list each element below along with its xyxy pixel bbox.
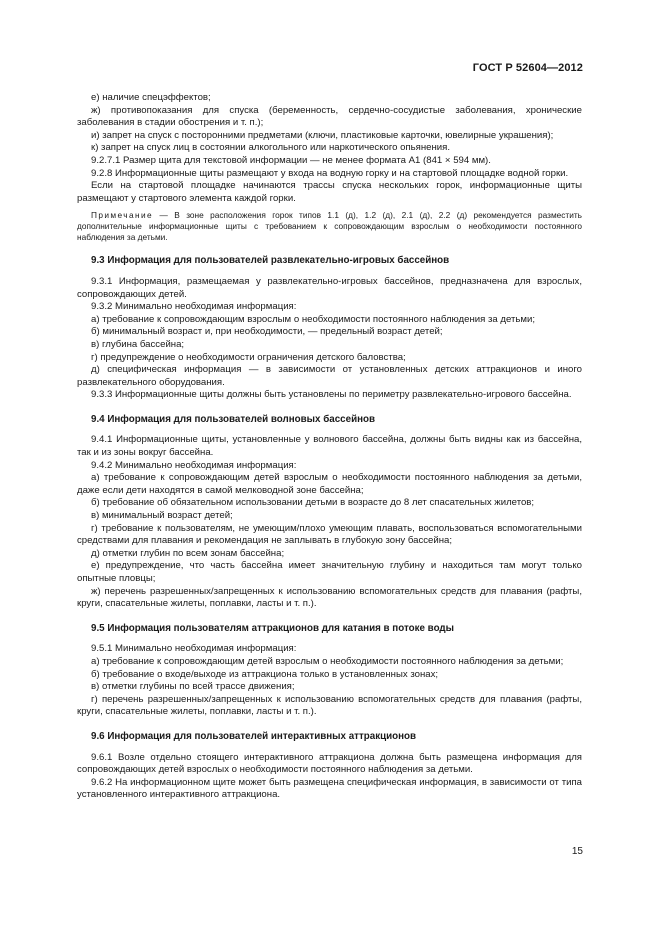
page-body <box>77 92 582 802</box>
clause-9-6-2: 9.6.2 На информационном щите может быть размещена специфическая информация, в зависимости от типа установленного интерактивного аттракциона. <box>77 776 582 801</box>
clause-9-3-2: 9.3.2 Минимально необходимая информация: <box>91 301 297 313</box>
page-number: 15 <box>571 846 583 857</box>
list-item: г) требование к пользователям, не умеющим/плохо умеющим плавать, воспользоваться вспомогательными средствами для плавания и рекомендация не заплывать в глубокую зону бассейна; <box>77 522 582 547</box>
list-item: в) отметки глубины по всей трассе движения; <box>91 681 295 693</box>
document-id: ГОСТ Р 52604—2012 <box>472 62 583 74</box>
item-zh-contraindications: ж) противопоказания для спуска (беременность, сердечно-сосудистые заболевания, хронические заболевания в стадии обострения и т. п.); <box>77 104 582 129</box>
clause-9-3-1: 9.3.1 Информация, размещаемая у развлекательно-игровых бассейнов, предназначена для взрослых, сопровождающих детей. <box>77 275 582 300</box>
item-k-intoxication: к) запрет на спуск лиц в состоянии алкогольного или наркотического опьянения. <box>91 142 451 154</box>
item-e-special-effects: е) наличие спецэффектов; <box>91 92 211 103</box>
note <box>77 210 582 243</box>
clause-9-2-7-1: 9.2.7.1 Размер щита для текстовой информации — не менее формата А1 (841 × 594 мм). <box>91 154 491 166</box>
list-item: е) предупреждение, что часть бассейна имеет значительную глубину и находиться там могут только опытные пловцы; <box>77 560 582 584</box>
clause-9-6-1: 9.6.1 Возле отдельно стоящего интерактивного аттракциона должна быть размещена информация для сопровождающих детей взрослых о необходимости постоянного наблюдения за детьми. <box>77 751 582 776</box>
clause-9-5-1: 9.5.1 Минимально необходимая информация: <box>91 643 297 655</box>
item-i-foreign-objects: и) запрет на спуск с посторонними предметами (ключи, пластиковые карточки, ювелирные украшения); <box>91 129 554 141</box>
section-heading-9-6: 9.6 Информация для пользователей интерактивных аттракционов <box>91 730 417 742</box>
list-item: а) требование к сопровождающим взрослым о необходимости постоянного наблюдения за детьми; <box>91 313 536 325</box>
list-item: ж) перечень разрешенных/запрещенных к использованию вспомогательных средств для плавания (рафты, круги, спасательные жилеты, поплавки, ласты и т. п.). <box>77 585 582 610</box>
list-item: б) минимальный возраст и, при необходимости, — предельный возраст детей; <box>91 326 443 338</box>
list-item: в) минимальный возраст детей; <box>91 510 233 522</box>
list-item: в) глубина бассейна; <box>91 338 185 350</box>
list-item: б) требование о входе/выходе из аттракциона только в установленных зонах; <box>91 668 439 680</box>
clause-9-3-3: 9.3.3 Информационные щиты должны быть установлены по периметру развлекательно-игрового бассейна. <box>91 389 572 401</box>
clause-9-2-8-cont: Если на стартовой площадке начинаются трассы спуска нескольких горок, информационные щиты размещают у стартового элемента каждой горки. <box>77 180 582 204</box>
list-item: а) требование к сопровождающим детей взрослым о необходимости постоянного наблюдения за детьми; <box>91 655 564 667</box>
clause-9-4-2: 9.4.2 Минимально необходимая информация: <box>91 459 297 471</box>
note-text: — В зоне расположения горок типов 1.1 (д), 1.2 (д), 2.1 (д), 2.2 (д) рекомендуется разместить дополнительные информационные щиты с требованием к сопровождающим взрослым о необходимости постоянного наблюдения за детьми. <box>77 210 582 243</box>
list-item: д) специфическая информация — в зависимости от установленных детских аттракционов и иного развлекательного оборудования. <box>77 364 582 388</box>
list-item: б) требование об обязательном использовании детьми в возрасте до 8 лет спасательных жилетов; <box>91 497 535 509</box>
section-heading-9-3: 9.3 Информация для пользователей развлекательно-игровых бассейнов <box>91 255 450 267</box>
section-heading-9-4: 9.4 Информация для пользователей волновых бассейнов <box>91 413 376 425</box>
clause-9-2-8: 9.2.8 Информационные щиты размещают у входа на водную горку и на стартовой площадке водной горки. <box>91 167 569 179</box>
list-item: г) перечень разрешенных/запрещенных к использованию вспомогательных средств для плавания (рафты, круги, спасательные жилеты, поплавки, ласты и т. п.). <box>77 693 582 718</box>
clause-9-4-1: 9.4.1 Информационные щиты, установленные у волнового бассейна, должны быть видны как из бассейна, так и из зоны вокруг бассейна. <box>77 434 582 459</box>
note-label: Примечание <box>91 210 154 221</box>
list-item: а) требование к сопровождающим детей взрослым о необходимости постоянного наблюдения за детьми, даже если дети находятся в самой мелководной зоне бассейна; <box>77 472 582 496</box>
list-item: г) предупреждение о необходимости ограничения детского баловства; <box>91 351 406 363</box>
list-item: д) отметки глубин по всем зонам бассейна; <box>91 547 285 559</box>
section-heading-9-5: 9.5 Информация пользователям аттракционов для катания в потоке воды <box>91 622 455 634</box>
